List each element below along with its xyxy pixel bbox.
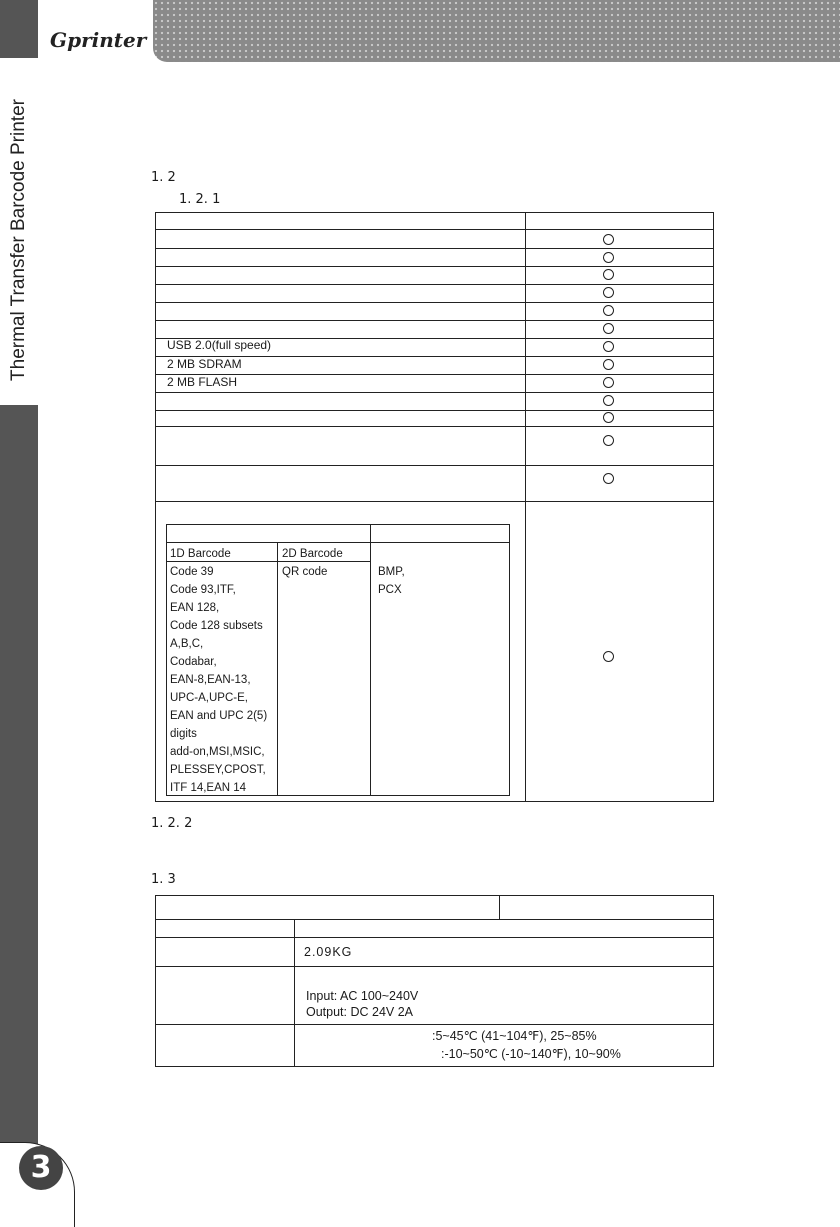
section-1-2-1: 1. 2. 1 [179, 192, 221, 207]
feature-sdram: 2 MB SDRAM [167, 357, 242, 371]
side-title: Thermal Transfer Barcode Printer [8, 99, 29, 381]
barcode-1d-header: 1D Barcode [170, 548, 231, 560]
spec-weight-value: 2.09KG [304, 945, 353, 959]
support-mark [603, 377, 614, 388]
spec-power-input: Input: AC 100~240V [306, 989, 419, 1003]
support-mark [603, 287, 614, 298]
header-dotted-band [153, 0, 840, 62]
side-tab-bottom [0, 405, 38, 1226]
support-mark [603, 412, 614, 423]
barcode-2d-list: QR code [282, 566, 328, 578]
support-mark [603, 435, 614, 446]
support-mark [603, 651, 614, 662]
spec-power-output: Output: DC 24V 2A [306, 1005, 414, 1019]
spec-env-operating: :5~45℃ (41~104℉), 25~85% [432, 1029, 597, 1043]
gprinter-logo: Gprinter [50, 28, 147, 52]
barcode-2d-header: 2D Barcode [282, 548, 343, 560]
support-mark [603, 323, 614, 334]
support-mark [603, 234, 614, 245]
side-tab-top [0, 0, 38, 58]
section-1-3: 1. 3 [151, 872, 176, 887]
graphics-format-list: BMP, PCX [378, 566, 405, 596]
support-mark [603, 473, 614, 484]
feature-usb: USB 2.0(full speed) [167, 338, 272, 352]
support-mark [603, 341, 614, 352]
feature-flash: 2 MB FLASH [167, 375, 238, 389]
page-number: 3 [19, 1146, 63, 1190]
support-mark [603, 252, 614, 263]
support-mark [603, 395, 614, 406]
support-mark [603, 359, 614, 370]
section-1-2: 1. 2 [151, 170, 176, 185]
support-mark [603, 269, 614, 280]
spec-env-storage: :-10~50℃ (-10~140℉), 10~90% [441, 1047, 621, 1061]
support-mark [603, 305, 614, 316]
barcode-1d-list: Code 39 Code 93,ITF, EAN 128, Code 128 subsets A,B,C, Codabar, EAN-8,EAN-13, UPC-A,UPC-E, EAN and UPC 2(5) digits add-on,MSI,MSIC, PLESSEY,CPOST, ITF 14,EAN 14 [170, 566, 268, 794]
section-1-2-2: 1. 2. 2 [151, 816, 193, 831]
